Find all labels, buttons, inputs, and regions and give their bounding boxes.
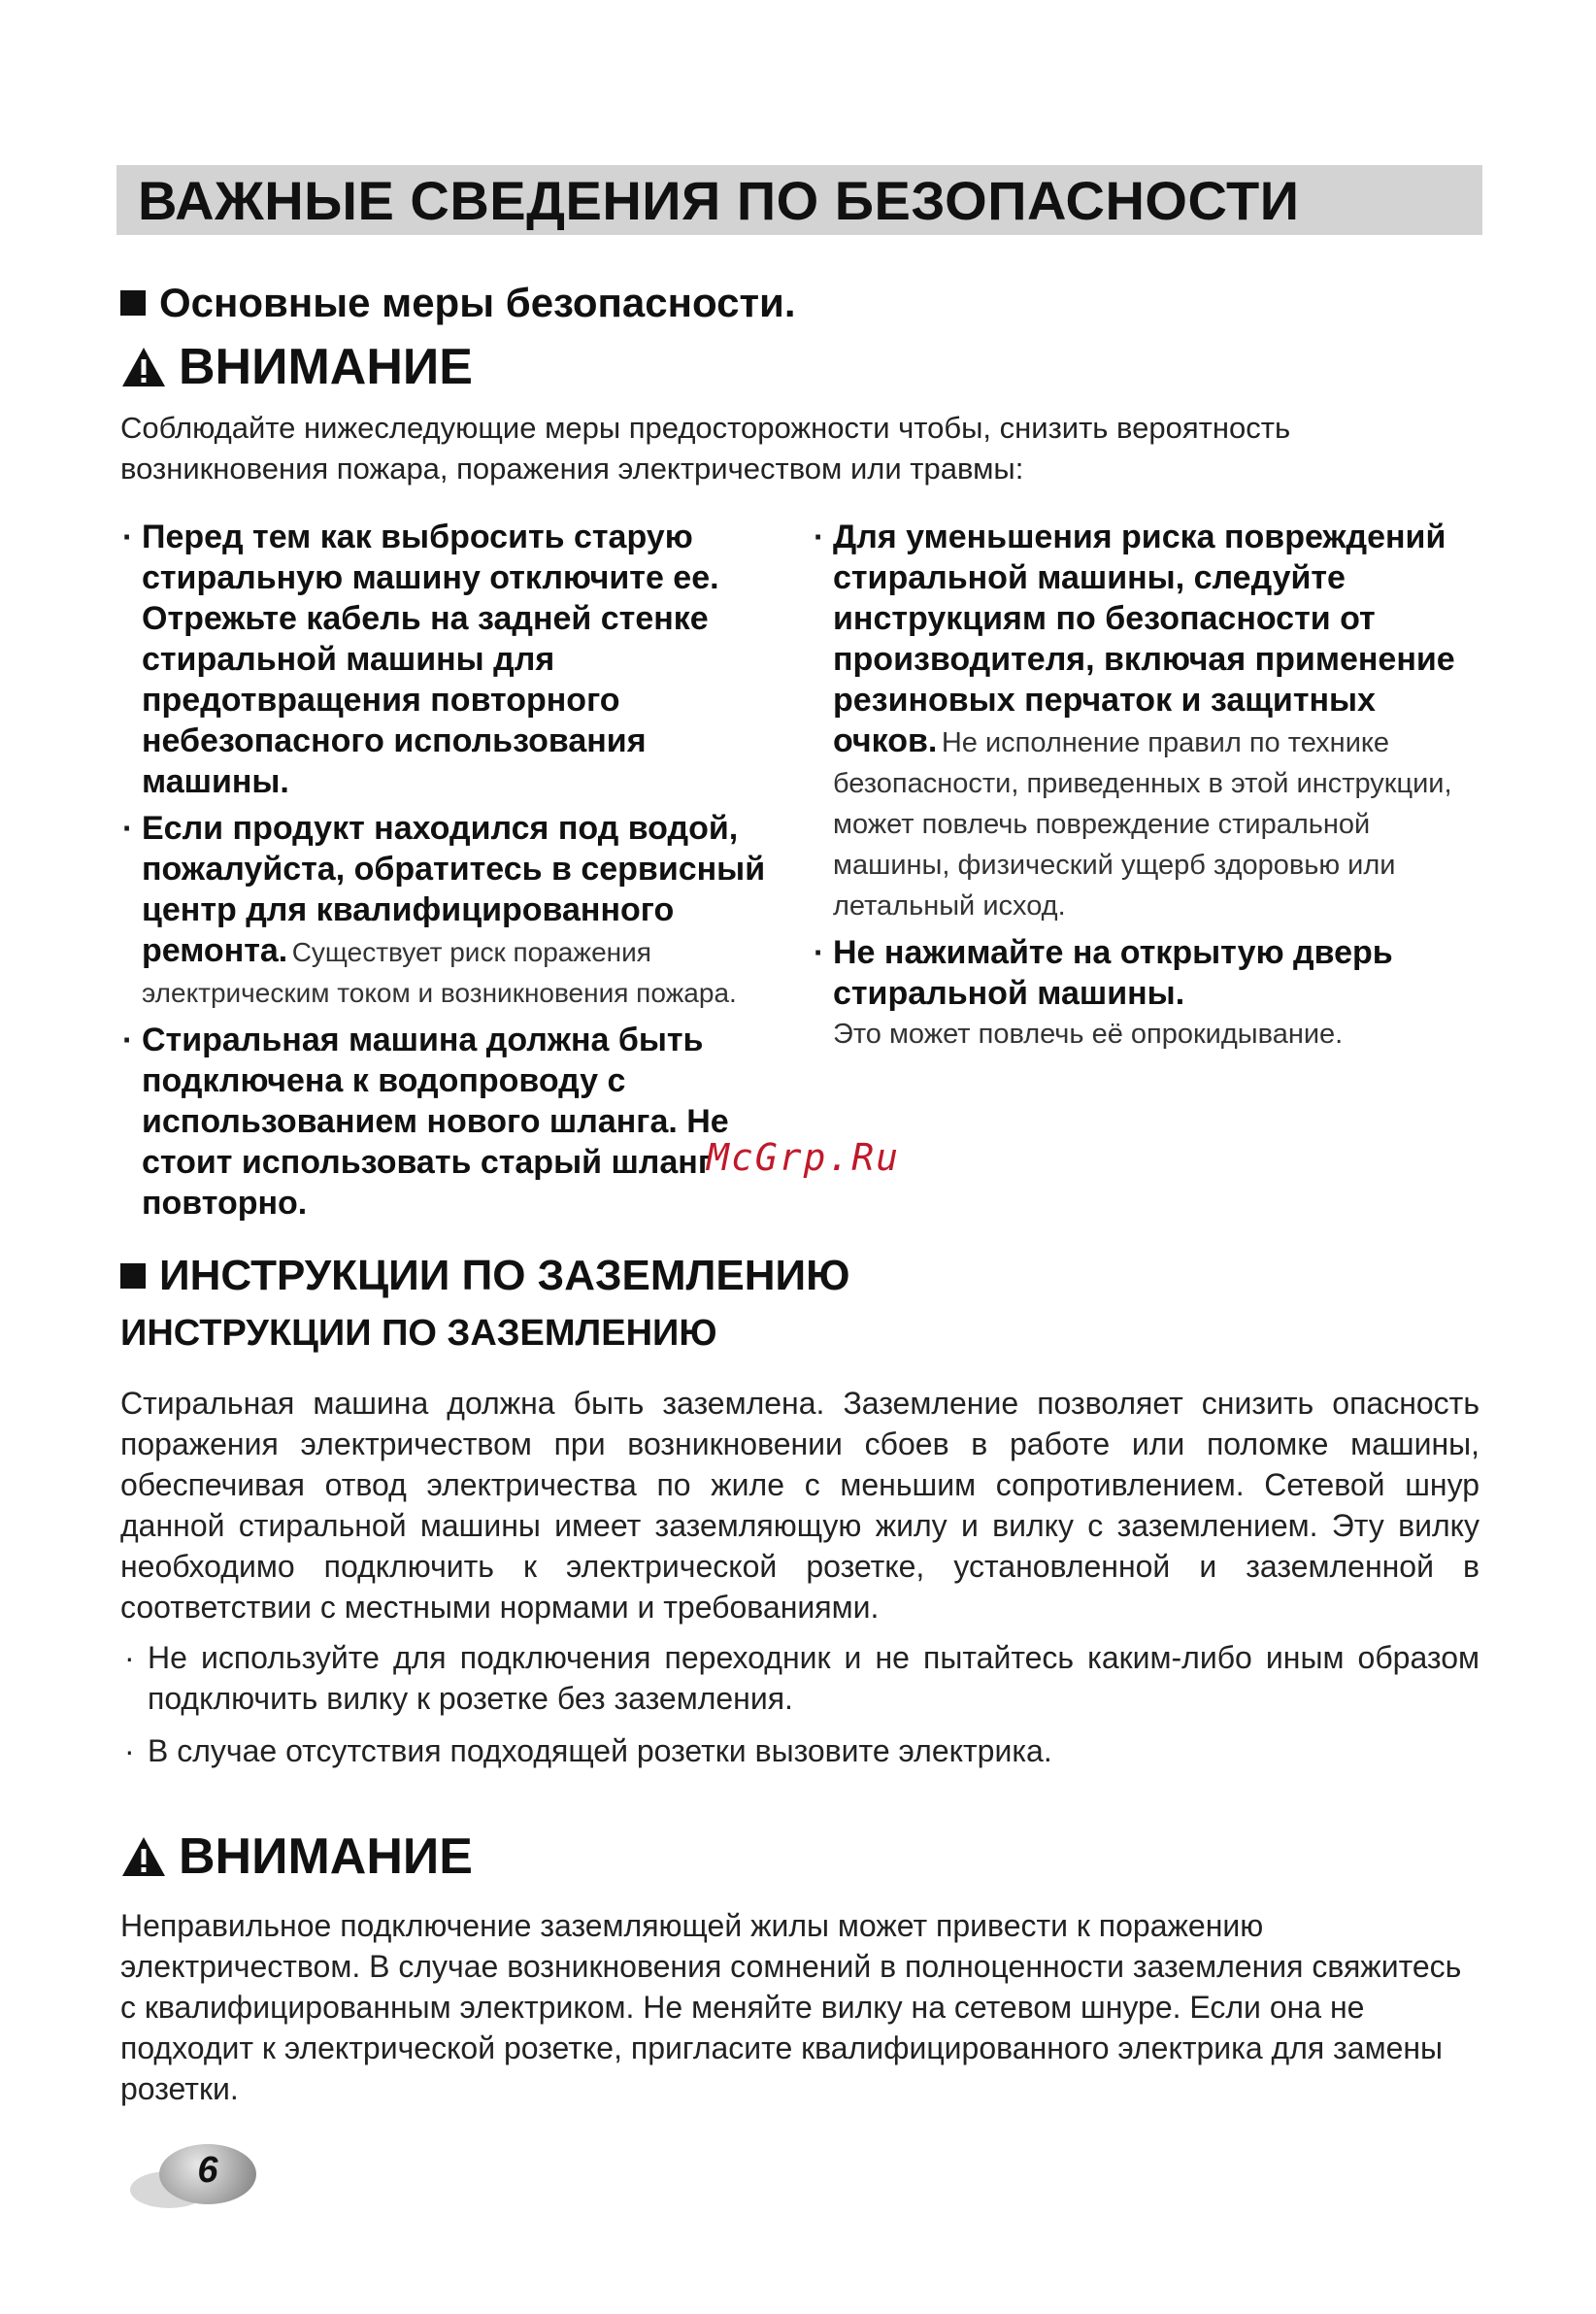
section-heading-basic-safety <box>120 276 796 330</box>
bullet-dot: · <box>124 1733 135 1768</box>
warning-heading-1 <box>120 338 473 396</box>
safety-item-bold: Стиральная машина должна быть подключена к водопроводу с использованием нового шланга. Не стоит использовать старый шланг повторно. <box>142 1022 729 1222</box>
safety-item-note: Не исполнение правил по технике безопасности, приведенных в этой инструкции, может повлечь повреждение стиральной машины, физический ущерб здоровью или летальный исход. <box>833 727 1452 922</box>
safety-item-note: Существует риск поражения электрическим током и возникновения пожара. <box>142 937 737 1008</box>
bullet-dot: · <box>814 934 824 970</box>
section-heading-grounding <box>120 1249 850 1303</box>
safety-item-bold: Для уменьшения риска повреждений стиральной машины, следуйте инструкциям по безопасности от производителя, включая применение резиновых перчаток и защитных очков. <box>833 519 1455 759</box>
page-title: ВАЖНЫЕ СВЕДЕНИЯ ПО БЕЗОПАСНОСТИ <box>138 170 1300 231</box>
safety-list-right <box>812 517 1481 1060</box>
warning-intro: Соблюдайте нижеследующие меры предосторожности чтобы, снизить вероятность возникновения пожара, поражения электричеством или травмы: <box>120 411 1291 486</box>
safety-item-bold: Не нажимайте на открытую дверь стиральной машины. <box>833 934 1393 1012</box>
page-number-badge <box>130 2136 258 2212</box>
safety-item-bold: Если продукт находился под водой, пожалуйста, обратитесь в сервисный центр для квалифицированного ремонта. <box>142 810 766 969</box>
safety-item <box>120 1020 790 1224</box>
grounding-bullet-text: Не используйте для подключения переходник и не пытайтесь каким-либо иным образом подключить вилку к розетке без заземления. <box>148 1640 1480 1716</box>
section-heading-text: Основные меры безопасности. <box>159 280 796 325</box>
grounding-paragraph: Стиральная машина должна быть заземлена. Заземление позволяет снизить опасность поражения электричеством при возникновении сбоев в работе или поломке машины, обеспечивая отвод электричества по жиле с меньшим сопротивлением. Сетевой шнур данной стиральной машины имеет заземляющую жилу и вилку с заземлением. Эту вилку необходимо подключить к электрической розетке, установленной и заземленной в соответствии с местными нормами и требованиями. <box>120 1386 1480 1625</box>
safety-item <box>812 932 1481 1055</box>
safety-item <box>120 517 790 802</box>
warning-heading-2 <box>120 1828 473 1886</box>
warning-title: ВНИМАНИЕ <box>179 1828 473 1885</box>
warning-triangle-icon <box>120 1835 167 1878</box>
bullet-dot: · <box>124 1640 135 1675</box>
safety-item-note: Это может повлечь её опрокидывание. <box>833 1019 1344 1050</box>
bullet-dot: · <box>122 519 133 554</box>
bullet-dot: · <box>122 810 133 846</box>
title-bar <box>116 165 1482 235</box>
safety-item <box>812 517 1481 926</box>
watermark: McGrp.Ru <box>707 1136 901 1179</box>
grounding-bullet <box>120 1730 1480 1771</box>
grounding-bullet <box>120 1637 1480 1719</box>
section-heading-text: ИНСТРУКЦИИ ПО ЗАЗЕМЛЕНИЮ <box>159 1252 850 1299</box>
safety-list-left <box>120 517 790 1229</box>
square-bullet-icon <box>120 290 146 316</box>
bullet-dot: · <box>814 519 824 554</box>
warning-triangle-icon <box>120 346 167 388</box>
safety-item <box>120 808 790 1014</box>
square-bullet-icon <box>120 1263 146 1289</box>
grounding-bullet-text: В случае отсутствия подходящей розетки вызовите электрика. <box>148 1733 1052 1768</box>
warning-title: ВНИМАНИЕ <box>179 339 473 395</box>
safety-item-bold: Перед тем как выбросить старую стиральную машину отключите ее. Отрежьте кабель на задней стенке стиральной машины для предотвращения повторного небезопасного использования машины. <box>142 519 719 800</box>
bullet-dot: · <box>122 1022 133 1057</box>
page-number: 6 <box>197 2150 218 2191</box>
grounding-warning-paragraph: Неправильное подключение заземляющей жилы может привести к поражению электричеством. В случае возникновения сомнений в полноценности заземления свяжитесь с квалифицированным электриком. Не меняйте вилку на сетевом шнуре. Если она не подходит к электрической розетке, пригласите квалифицированного электрика для замены розетки. <box>120 1908 1462 2106</box>
subheading-grounding: ИНСТРУКЦИИ ПО ЗАЗЕМЛЕНИЮ <box>120 1313 717 1354</box>
